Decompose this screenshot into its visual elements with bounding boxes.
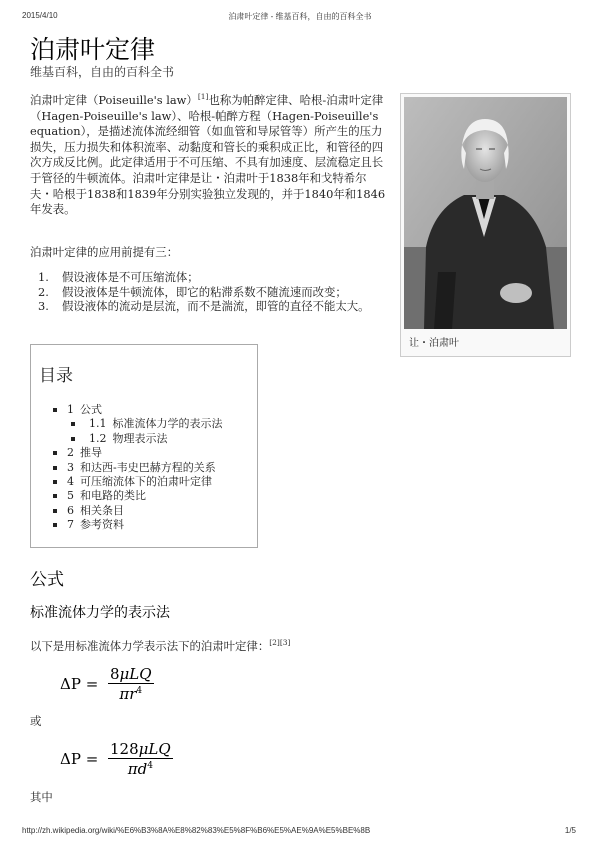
list-item	[30, 270, 386, 285]
toc-item[interactable]	[53, 446, 257, 460]
intro-text-start: 泊肃叶定律（Poiseuille's law）	[30, 93, 198, 107]
toc-item[interactable]	[53, 403, 257, 417]
denominator-exponent: 4	[147, 761, 153, 771]
numerator-variables: μLQ	[119, 665, 152, 683]
infobox-caption: 让・泊肃叶	[409, 338, 459, 349]
toc-item-label: 可压缩流体下的泊肃叶定律	[80, 475, 212, 489]
reference-links-2-3[interactable]: [2][3]	[269, 638, 291, 647]
numerator-coefficient: 128	[110, 740, 139, 758]
equation-denominator	[108, 759, 173, 779]
list-item-text: 假设液体的流动是层流，而不是湍流，即管的直径不能太大。	[62, 299, 370, 314]
toc-item-label: 和电路的类比	[80, 489, 146, 503]
toc-item[interactable]	[53, 475, 257, 489]
toc-item-number: 1.2	[89, 431, 107, 445]
equation-fraction	[108, 665, 154, 704]
toc-item-label: 参考资料	[80, 518, 124, 532]
equation-lhs: ΔP =	[60, 750, 99, 768]
denominator-pi: π	[127, 760, 138, 778]
equation-lhs: ΔP =	[60, 675, 99, 693]
equation-2	[60, 740, 200, 786]
denominator-pi: π	[119, 685, 130, 703]
intro-text-rest: 也称为帕醉定律、哈根-泊肃叶定律（Hagen-Poiseuille's law）、哈根-帕醉方程（Hagen-Poiseuille's equation），是描述流体流经细管（如血管和导尿管等）所产生的压力损失，压力损失和体积流率、动黏度和管长的乘积成正比，和管径的四次方成反比例。此定律适用于不可压缩、不具有加速度、层流稳定且长于管径的牛顿流体。泊肃叶定律是让・泊肃叶于1838年和戈特希尔夫・哈根于1838和1839年分别实验独立发现的，并于1840年和1846年发表。	[30, 93, 386, 217]
toc-item[interactable]	[71, 417, 257, 431]
toc-item[interactable]	[53, 461, 257, 475]
portrait-image[interactable]	[404, 97, 567, 329]
where-text: 其中	[30, 790, 53, 804]
list-item-text: 假设液体是牛顿流体，即它的粘滞系数不随流速而改变；	[62, 284, 347, 299]
equation-1	[60, 665, 200, 711]
table-of-contents	[30, 344, 258, 548]
equation-numerator	[108, 665, 154, 684]
print-url: http://zh.wikipedia.org/wiki/%E6%B3%8A%E8%82%83%E5%8F%B6%E5%AE%9A%E5%BE%8B	[22, 826, 371, 835]
toc-title: 目录	[39, 366, 73, 386]
article-subtitle: 维基百科，自由的百科全书	[30, 65, 175, 79]
toc-item-number: 2	[67, 446, 74, 460]
infobox	[400, 93, 571, 357]
section-heading: 公式	[30, 570, 64, 590]
intro-paragraph	[30, 93, 386, 218]
numerator-variables: μLQ	[138, 740, 171, 758]
toc-item-number: 7	[67, 518, 74, 532]
toc-item-number: 1	[67, 403, 74, 416]
section-lead	[30, 638, 290, 654]
denominator-variable: d	[137, 760, 148, 778]
toc-item-label: 相关条目	[80, 503, 124, 517]
list-item	[30, 285, 386, 300]
toc-item-number: 5	[67, 489, 74, 503]
or-text: 或	[30, 714, 42, 728]
toc-item-label: 公式	[80, 403, 102, 416]
premises-intro: 泊肃叶定律的应用前提有三：	[30, 245, 179, 259]
toc-item-number: 1.1	[89, 417, 107, 431]
toc-item-label: 推导	[80, 446, 102, 460]
toc-item-label: 和达西-韦史巴赫方程的关系	[80, 460, 216, 474]
toc-item[interactable]	[53, 489, 257, 503]
print-page-title: 泊肃叶定律 - 维基百科，自由的百科全书	[228, 12, 372, 21]
print-page-number: 1/5	[564, 826, 576, 835]
toc-item[interactable]	[53, 504, 257, 518]
toc-item[interactable]	[53, 518, 257, 532]
toc-item-number: 4	[67, 475, 74, 489]
list-item-number: 3.	[38, 299, 49, 314]
list-item-text: 假设液体是不可压缩流体；	[62, 270, 199, 284]
print-header	[0, 11, 600, 25]
toc-item[interactable]	[71, 432, 257, 446]
section-lead-text: 以下是用标准流体力学表示法下的泊肃叶定律：	[30, 639, 270, 653]
print-date: 2015/4/10	[22, 11, 58, 20]
article-title: 泊肃叶定律	[30, 35, 156, 64]
list-item	[30, 299, 386, 314]
numerator-coefficient: 8	[110, 665, 120, 683]
toc-list	[53, 403, 257, 533]
list-item-number: 2.	[38, 284, 49, 299]
denominator-variable: r	[129, 685, 137, 703]
list-item-number: 1.	[38, 270, 49, 284]
premises-list	[30, 270, 386, 314]
toc-item-number: 3	[67, 460, 74, 474]
equation-numerator	[108, 740, 173, 759]
subsection-heading: 标准流体力学的表示法	[30, 605, 170, 621]
toc-item-number: 6	[67, 503, 74, 517]
equation-denominator	[108, 684, 154, 704]
toc-item-label: 标准流体力学的表示法	[112, 417, 223, 431]
toc-item-label: 物理表示法	[112, 431, 168, 445]
reference-link-1[interactable]: [1]	[197, 92, 209, 101]
equation-fraction	[108, 740, 173, 779]
denominator-exponent: 4	[136, 686, 143, 696]
